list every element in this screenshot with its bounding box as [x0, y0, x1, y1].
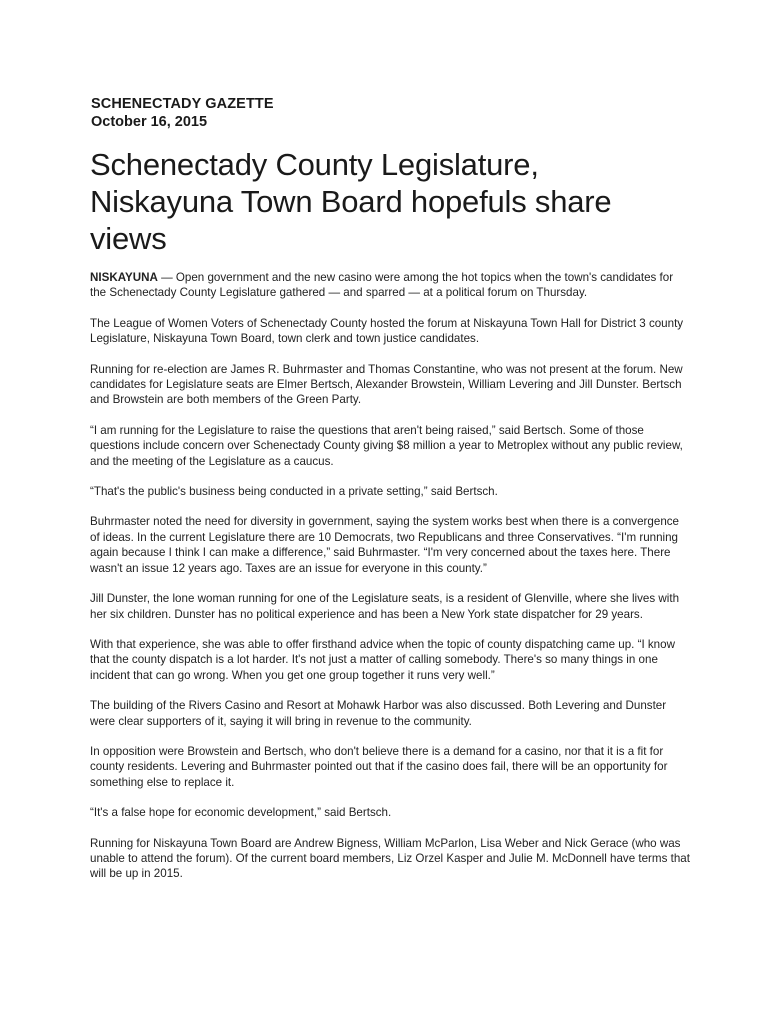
- lead-paragraph: [90, 270, 690, 301]
- paragraph: “I am running for the Legislature to raise the questions that aren't being raised,” said Bertsch. Some of those questions include concern over Schenectady County giving $8 million a year to Metroplex without any public review, and the meeting of the Legislature as a caucus.: [90, 423, 683, 468]
- paragraph: Jill Dunster, the lone woman running for one of the Legislature seats, is a resident of Glenville, where she lives with her six children. Dunster has no political experience and has been a New York state dispatcher for 29 years.: [90, 592, 680, 621]
- paragraph: Running for re-election are James R. Buhrmaster and Thomas Constantine, who was not present at the forum. New candidates for Legislature seats are Elmer Bertsch, Alexander Browstein, William Levering and Jill Dunster. Bertsch and Browstein are both members of the Green Party.: [90, 362, 683, 407]
- publication-date: October 16, 2015: [91, 114, 208, 130]
- paragraph: Running for Niskayuna Town Board are Andrew Bigness, William McParlon, Lisa Weber and Nick Gerace (who was unable to attend the forum). Of the current board members, Liz Orzel Kasper and Julie M. McDonnell have terms that will be up in 2015.: [90, 836, 690, 881]
- publication-name: SCHENECTADY GAZETTE: [91, 96, 274, 112]
- paragraph: “That's the public's business being conducted in a private setting,” said Bertsch.: [90, 485, 498, 499]
- paragraph: With that experience, she was able to offer firsthand advice when the topic of county dispatching came up. “I know that the county dispatch is a lot harder. It's not just a matter of calling somebody. There's so many things in one incident that can go wrong. When you get one group together it runs very well.”: [90, 637, 675, 682]
- masthead: [91, 95, 691, 131]
- paragraph: “It's a false hope for economic development,” said Bertsch.: [90, 806, 392, 820]
- paragraph: The League of Women Voters of Schenectady County hosted the forum at Niskayuna Town Hall for District 3 county Legislature, Niskayuna Town Board, town clerk and town justice candidates.: [90, 316, 684, 346]
- paragraph: In opposition were Browstein and Bertsch, who don't believe there is a demand for a casino, nor that it is a fit for county residents. Levering and Buhrmaster pointed out that if the casino does fail, there will be an opportunity for something else to replace it.: [90, 744, 668, 789]
- paragraph: The building of the Rivers Casino and Resort at Mohawk Harbor was also discussed. Both Levering and Dunster were clear supporters of it, saying it will bring in revenue to the community.: [90, 699, 667, 728]
- article-body: [90, 270, 690, 897]
- paragraph: Buhrmaster noted the need for diversity in government, saying the system works best when there is a convergence of ideas. In the current Legislature there are 10 Democrats, two Republicans and three Conservatives. “I'm running again because I think I can make a difference,” said Buhrmaster. “I'm very concerned about the taxes here. There wasn't an issue 12 years ago. Taxes are an issue for everyone in this county.”: [90, 515, 680, 575]
- article-headline: Schenectady County Legislature, Niskayuna Town Board hopefuls share views: [90, 147, 612, 256]
- lead-text: — Open government and the new casino were among the hot topics when the town's candidates for the Schenectady County Legislature gathered — and sparred — at a political forum on Thursday.: [90, 271, 674, 300]
- dateline: NISKAYUNA: [90, 271, 158, 284]
